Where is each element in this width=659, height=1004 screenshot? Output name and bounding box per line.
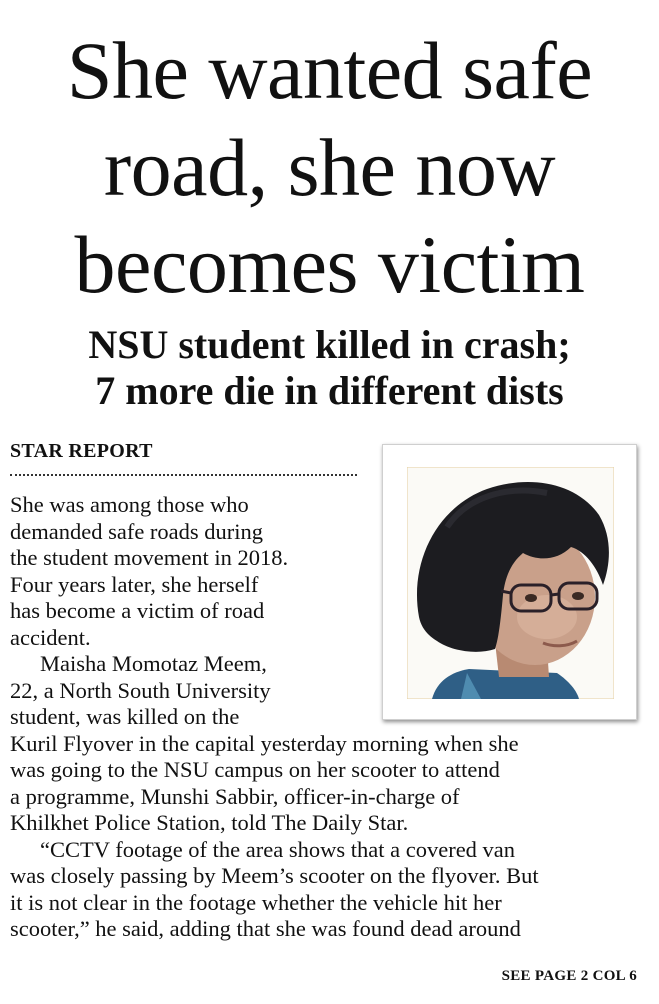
subheadline-line: 7 more die in different dists: [95, 368, 564, 413]
body-line: “CCTV footage of the area shows that a covered van: [40, 836, 516, 862]
body-line: She was among those who: [10, 492, 249, 517]
headline-line: She wanted safe: [66, 25, 593, 116]
body-line: was going to the NSU campus on her scooter to attend: [10, 757, 500, 782]
subheadline: [0, 322, 659, 414]
headline-line: road, she now: [103, 122, 556, 213]
byline-divider: [10, 474, 357, 476]
body-line: Kuril Flyover in the capital yesterday morning when she: [10, 730, 519, 756]
body-line: accident.: [10, 624, 91, 650]
body-line: 22, a North South University: [10, 677, 271, 703]
body-line: has become a victim of road: [10, 598, 265, 623]
body-line: Khilkhet Police Station, told The Daily Star.: [10, 810, 409, 835]
headline: [0, 22, 659, 313]
body-line: a programme, Munshi Sabbir, officer-in-charge of: [10, 783, 460, 809]
body-line: demanded safe roads during: [10, 518, 264, 544]
body-line: was closely passing by Meem’s scooter on the flyover. But: [10, 863, 539, 888]
body-line: Four years later, she herself: [10, 571, 259, 597]
body-line: it is not clear in the footage whether the vehicle hit her: [10, 889, 502, 915]
body-line: student, was killed on the: [10, 704, 240, 729]
body-line: the student movement in 2018.: [10, 545, 289, 570]
body-line: scooter,” he said, adding that she was found dead around: [10, 916, 521, 941]
headline-line: becomes victim: [74, 219, 585, 310]
byline: STAR REPORT: [10, 440, 153, 462]
subheadline-line: NSU student killed in crash;: [88, 322, 571, 367]
body-line: Maisha Momotaz Meem,: [40, 651, 267, 676]
article-body: [10, 492, 650, 943]
continued-reference[interactable]: SEE PAGE 2 COL 6: [501, 968, 637, 984]
